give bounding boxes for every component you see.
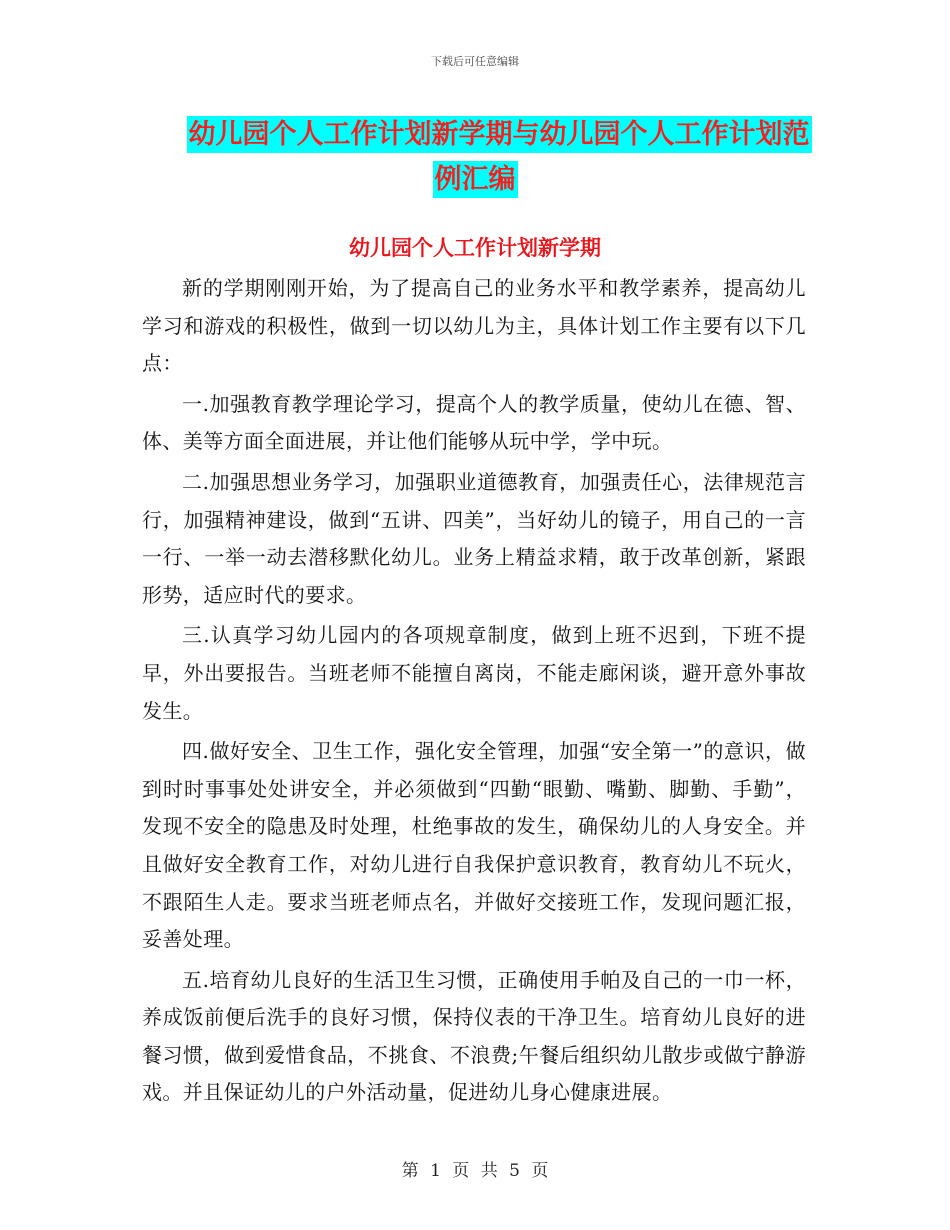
page-footer: 第 1 页 共 5 页 — [401, 1161, 549, 1181]
paragraph-item-4: 四.做好安全、卫生工作，强化安全管理，加强“安全第一”的意识，做到时时事事处处讲安全，并必须做到“四勤“眼勤、嘴勤、脚勤、手勤”，发现不安全的隐患及时处理，杜绝事故的发生，确保幼儿的人身安全。并且做好安全教育工作，对幼儿进行自我保护意识教育，教育幼儿不玩火，不跟陌生人走。要求当班老师点名，并做好交接班工作，发现问题汇报，妥善处理。 — [142, 739, 806, 952]
document-title-line-1 — [24, 112, 950, 151]
paragraph-item-5: 五.培育幼儿良好的生活卫生习惯，正确使用手帕及自己的一巾一杯，养成饭前便后洗手的良好习惯，保持仪表的干净卫生。培育幼儿良好的进餐习惯，做到爱惜食品，不挑食、不浪费;午餐后组织幼儿散步或做宁静游戏。并且保证幼儿的户外活动量，促进幼儿身心健康进展。 — [142, 967, 806, 1105]
paragraph-item-2: 二.加强思想业务学习，加强职业道德教育，加强责任心，法律规范言行，加强精神建设，做到“五讲、四美”，当好幼儿的镜子，用自己的一言一行、一举一动去潜移默化幼儿。业务上精益求精，敢于改革创新，紧跟形势，适应时代的要求。 — [142, 469, 806, 607]
paragraph-intro: 新的学期刚刚开始，为了提高自己的业务水平和教学素养，提高幼儿学习和游戏的积极性，做到一切以幼儿为主，具体计划工作主要有以下几点： — [142, 276, 806, 376]
document-title-text-1: 幼儿园个人工作计划新学期与幼儿园个人工作计划范 — [187, 116, 812, 153]
paragraph-item-1: 一.加强教育教学理论学习，提高个人的教学质量，使幼儿在德、智、体、美等方面全面进展，并让他们能够从玩中学，学中玩。 — [142, 391, 806, 454]
header-note: 下载后可任意编辑 — [431, 55, 519, 68]
document-title-line-2 — [0, 157, 950, 196]
document-body — [142, 270, 806, 1115]
document-title-text-2: 例汇编 — [433, 161, 518, 198]
section-heading: 幼儿园个人工作计划新学期 — [349, 236, 601, 260]
paragraph-item-3: 三.认真学习幼儿园内的各项规章制度，做到上班不迟到，下班不提早，外出要报告。当班老师不能擅自离岗，不能走廊闲谈，避开意外事故发生。 — [142, 623, 806, 723]
